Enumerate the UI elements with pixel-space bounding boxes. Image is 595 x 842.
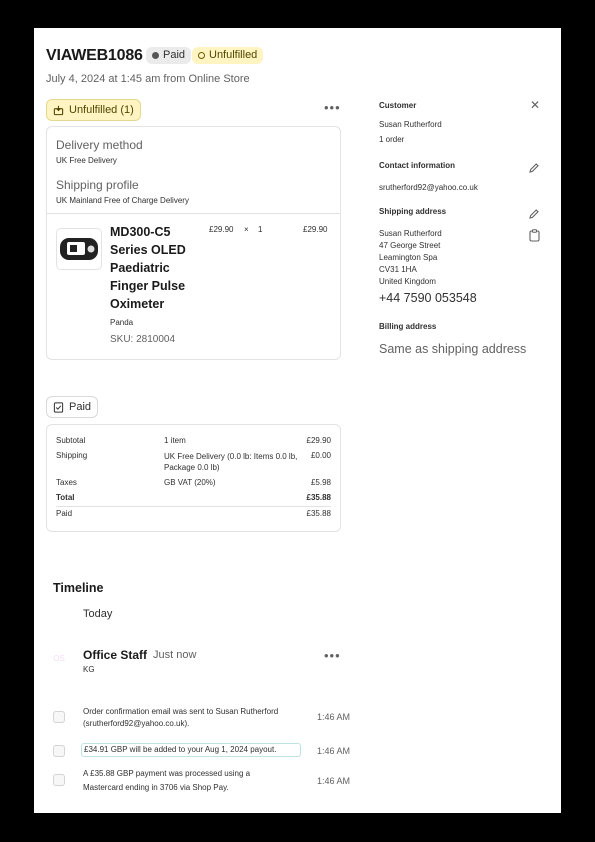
address-line: Susan Rutherford (379, 229, 442, 238)
staff-initials: KG (83, 665, 95, 674)
product-vendor: Panda (110, 318, 134, 327)
subtotal-label: Subtotal (56, 436, 86, 445)
line-total: £29.90 (303, 225, 328, 234)
subtotal-amount: £29.90 (306, 436, 331, 445)
delivery-method-label: Delivery method (56, 138, 143, 152)
quantity: 1 (258, 225, 263, 234)
pencil-icon[interactable] (528, 207, 540, 225)
payment-status-badge (146, 47, 191, 64)
product-title-line: Paediatric (110, 261, 170, 275)
staff-time: Just now (153, 649, 197, 661)
contact-heading: Contact information (379, 161, 455, 170)
times-sign: × (244, 225, 249, 234)
shipping-profile-value: UK Mainland Free of Charge Delivery (56, 196, 189, 205)
address-line: Leamington Spa (379, 253, 438, 262)
divider (47, 213, 340, 214)
payment-status-text: Paid (163, 49, 186, 61)
address-line: United Kingdom (379, 277, 436, 286)
total-amount: £35.88 (306, 493, 331, 502)
fulfillment-card (46, 126, 341, 360)
address-line: 47 George Street (379, 241, 441, 250)
timeline-event-dot (53, 711, 65, 723)
timeline-event-text: Order confirmation email was sent to Susan Rutherford (83, 707, 279, 716)
customer-name[interactable]: Susan Rutherford (379, 120, 442, 129)
timeline-event-dot (53, 745, 65, 757)
pencil-icon (528, 208, 540, 220)
timeline-event-time: 1:46 AM (317, 746, 351, 756)
product-sku: SKU: 2810004 (110, 334, 176, 345)
timeline-heading: Timeline (53, 581, 104, 595)
taxes-label: Taxes (56, 478, 77, 487)
billing-address-heading: Billing address (379, 322, 437, 331)
staff-name: Office Staff (83, 648, 148, 662)
shipping-amount: £0.00 (310, 451, 331, 460)
shipping-desc: UK Free Delivery (0.0 lb: Items 0.0 lb, Package 0.0 lb) (164, 452, 298, 472)
timeline-today: Today (83, 608, 113, 620)
shipping-address-heading: Shipping address (379, 207, 447, 216)
address-line: CV31 1HA (379, 265, 417, 274)
product-title[interactable] (110, 223, 202, 313)
order-subtitle: July 4, 2024 at 1:45 am from Online Store (46, 73, 250, 85)
pencil-icon (528, 162, 540, 174)
oximeter-image-icon (59, 235, 99, 263)
package-icon (53, 105, 64, 116)
more-horizontal-icon[interactable]: ••• (324, 648, 341, 663)
order-number: VIAWEB1086 (46, 47, 143, 64)
total-label: Total (56, 493, 75, 502)
timeline-event-text: Mastercard ending in 3706 via Shop Pay. (83, 783, 229, 792)
unfulfilled-pill (46, 99, 141, 121)
product-thumbnail[interactable] (56, 228, 102, 270)
unfulfilled-label: Unfulfilled (1) (69, 104, 134, 116)
shipping-label: Shipping (56, 451, 88, 460)
timeline-event[interactable] (81, 743, 301, 757)
pencil-icon[interactable] (528, 161, 540, 179)
timeline-event-text: (srutherford92@yahoo.co.uk). (83, 719, 190, 728)
close-icon[interactable]: ✕ (530, 98, 541, 112)
order-details-page (34, 28, 561, 813)
timeline-event-text: A £35.88 GBP payment was processed using a (83, 769, 251, 778)
paid-pill (46, 396, 98, 418)
billing-address-value: Same as shipping address (379, 342, 527, 356)
customer-email[interactable]: srutherford92@yahoo.co.uk (379, 183, 478, 192)
shipping-address (379, 228, 442, 288)
product-title-line: Oximeter (110, 297, 165, 311)
customer-order-count[interactable]: 1 order (379, 135, 405, 144)
paid-row-label: Paid (56, 509, 73, 518)
product-title-line: Series OLED (110, 243, 186, 257)
paid-dot-icon (152, 52, 159, 59)
more-horizontal-icon[interactable]: ••• (324, 100, 341, 115)
timeline-event-text: £34.91 GBP will be added to your Aug 1, 2024 payout. (84, 745, 277, 754)
fulfillment-status-text: Unfulfilled (209, 49, 258, 61)
unit-price: £29.90 (209, 225, 234, 234)
product-title-line: MD300-C5 (110, 225, 171, 239)
timeline-event-time: 1:46 AM (317, 712, 351, 722)
clipboard-icon[interactable] (529, 229, 540, 247)
payment-card (46, 424, 341, 532)
timeline-event (83, 767, 305, 795)
fulfillment-status-badge (192, 47, 263, 64)
unfulfilled-dot-icon (198, 52, 205, 59)
clipboard-icon (529, 229, 540, 242)
receipt-check-icon (53, 402, 64, 413)
subtotal-desc: 1 item (164, 436, 186, 445)
customer-phone[interactable]: +44 7590 053548 (379, 291, 477, 305)
paid-row-amount: £35.88 (306, 509, 331, 518)
timeline-event (83, 706, 305, 730)
staff-avatar: OS (53, 654, 65, 663)
timeline-event-dot (53, 774, 65, 786)
taxes-amount: £5.98 (310, 478, 331, 487)
timeline-event-time: 1:46 AM (317, 776, 351, 786)
divider (56, 506, 331, 507)
delivery-method-value: UK Free Delivery (56, 156, 117, 165)
shipping-profile-label: Shipping profile (56, 178, 139, 192)
product-title-line: Finger Pulse (110, 279, 186, 293)
taxes-desc: GB VAT (20%) (164, 478, 216, 487)
customer-heading: Customer (379, 101, 417, 110)
paid-label: Paid (69, 401, 92, 413)
